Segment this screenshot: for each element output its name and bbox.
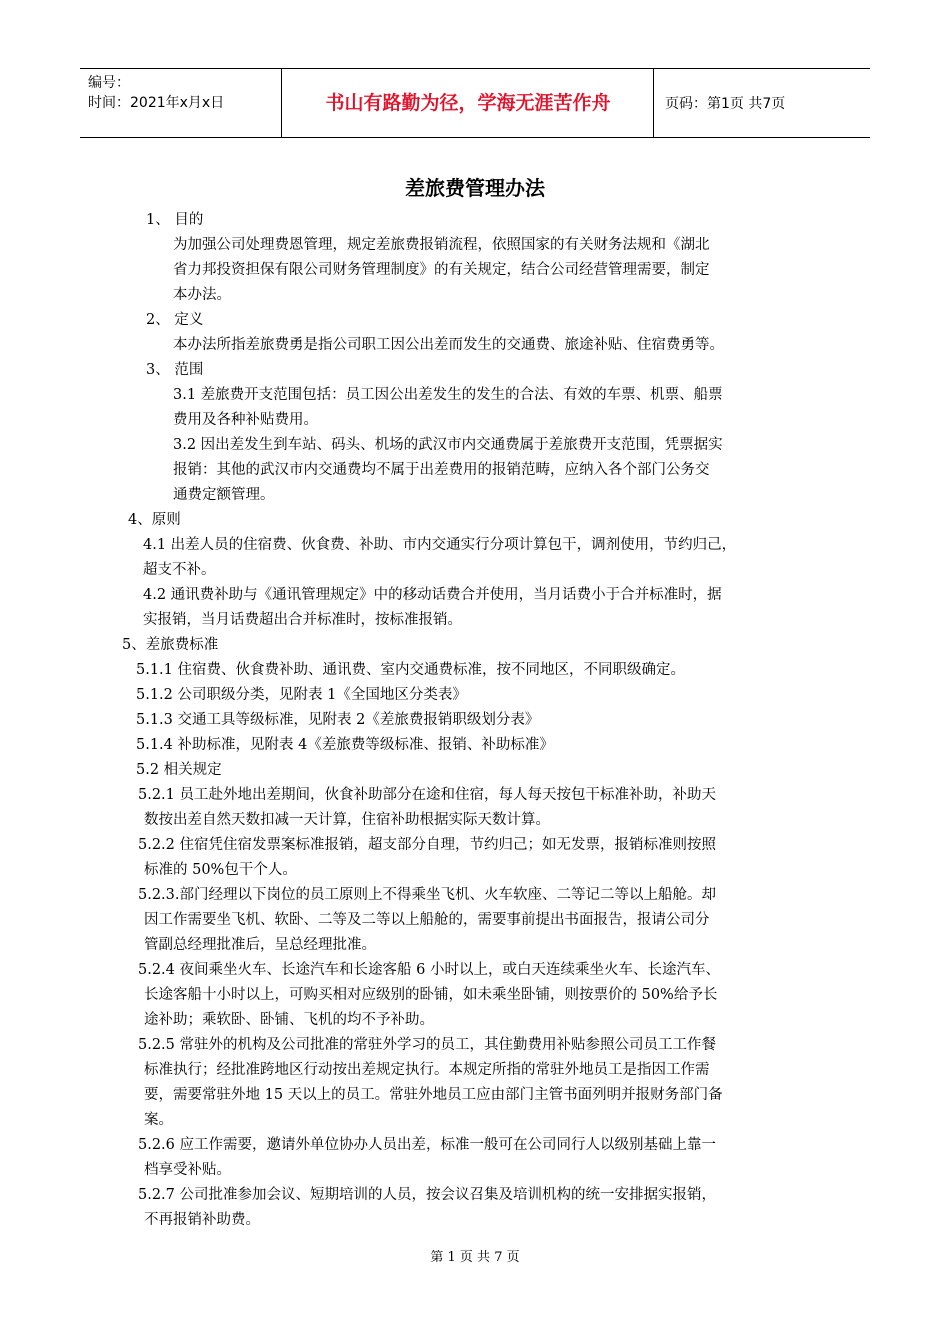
paragraph-line: 案。	[144, 1112, 173, 1128]
paragraph-line: 费用及各种补贴费用。	[173, 412, 318, 428]
paragraph-line: 5.2 相关规定	[136, 762, 222, 778]
document-title: 差旅费管理办法	[405, 176, 545, 200]
section-heading: 3、 范围	[146, 362, 204, 378]
paragraph-line: 通费定额管理。	[173, 487, 275, 503]
paragraph-line: 3.1 差旅费开支范围包括：员工因公出差发生的发生的合法、有效的车票、机票、船票	[173, 387, 723, 403]
paragraph-line: 本办法所指差旅费勇是指公司职工因公出差而发生的交通费、旅途补贴、住宿费勇等。	[173, 337, 724, 353]
header-divider-right	[653, 69, 654, 137]
document-code: 编号：	[88, 75, 130, 91]
paragraph-line: 5.2.6 应工作需要，邀请外单位协办人员出差，标准一般可在公司同行人以级别基础上靠一	[138, 1137, 716, 1153]
section-heading: 2、 定义	[146, 312, 204, 328]
paragraph-line: 5.2.2 住宿凭住宿发票案标准报销，超支部分自理，节约归己；如无发票，报销标准则按照	[138, 837, 716, 853]
paragraph-line: 因工作需要坐飞机、软卧、二等及二等以上船舱的，需要事前提出书面报告，报请公司分	[144, 912, 710, 928]
paragraph-line: 省力邦投资担保有限公司财务管理制度》的有关规定，结合公司经营管理需要，制定	[173, 262, 710, 278]
header-divider-left	[281, 69, 282, 137]
header-page-info: 页码：第1页 共7页	[665, 96, 786, 112]
paragraph-line: 档享受补贴。	[144, 1162, 231, 1178]
paragraph-line: 5.2.7 公司批准参加会议、短期培训的人员，按会议召集及培训机构的统一安排据实报销，	[138, 1187, 716, 1203]
paragraph-line: 5.1.1 住宿费、伙食费补助、通讯费、室内交通费标准，按不同地区，不同职级确定。	[136, 662, 686, 678]
paragraph-line: 5.1.3 交通工具等级标准，见附表 2《差旅费报销职级划分表》	[136, 712, 540, 728]
page-footer: 第 1 页 共 7 页	[430, 1250, 520, 1265]
paragraph-line: 超支不补。	[143, 562, 216, 578]
paragraph-line: 5.2.3.部门经理以下岗位的员工原则上不得乘坐飞机、火车软座、二等记二等以上船舱。却	[138, 887, 716, 903]
paragraph-line: 要，需要常驻外地 15 天以上的员工。常驻外地员工应由部门主管书面列明并报财务部门备	[144, 1087, 723, 1103]
paragraph-line: 4.2 通讯费补助与《通讯管理规定》中的移动话费合并使用，当月话费小于合并标准时，据	[143, 587, 722, 603]
paragraph-line: 3.2 因出差发生到车站、码头、机场的武汉市内交通费属于差旅费开支范围，凭票据实	[173, 437, 723, 453]
paragraph-line: 本办法。	[173, 287, 231, 303]
paragraph-line: 5.2.5 常驻外的机构及公司批准的常驻外学习的员工，其住勤费用补贴参照公司员工工作餐	[138, 1037, 716, 1053]
paragraph-line: 为加强公司处理费恩管理，规定差旅费报销流程，依照国家的有关财务法规和《湖北	[173, 237, 710, 253]
paragraph-line: 4.1 出差人员的住宿费、伙食费、补助、市内交通实行分项计算包干，调剂使用，节约归己，	[143, 537, 737, 553]
paragraph-line: 长途客船十小时以上，可购买相对应级别的卧铺，如未乘坐卧铺，则按票价的 50%给予长	[144, 987, 718, 1003]
paragraph-line: 标准执行；经批准跨地区行动按出差规定执行。本规定所指的常驻外地员工是指因工作需	[144, 1062, 710, 1078]
paragraph-line: 5.1.4 补助标准，见附表 4《差旅费等级标准、报销、补助标准》	[136, 737, 554, 753]
paragraph-line: 管副总经理批准后，呈总经理批准。	[144, 937, 376, 953]
paragraph-line: 报销：其他的武汉市内交通费均不属于出差费用的报销范畴，应纳入各个部门公务交	[173, 462, 710, 478]
document-date: 时间：2021年x月x日	[88, 95, 225, 111]
header-motto: 书山有路勤为径，学海无涯苦作舟	[325, 92, 611, 114]
paragraph-line: 途补助；乘软卧、卧铺、飞机的均不予补助。	[144, 1012, 434, 1028]
section-heading: 4、原则	[128, 512, 181, 528]
paragraph-line: 数按出差自然天数扣减一天计算，住宿补助根据实际天数计算。	[144, 812, 550, 828]
paragraph-line: 5.2.4 夜间乘坐火车、长途汽车和长途客船 6 小时以上，或白天连续乘坐火车、长途汽车、	[138, 962, 720, 978]
paragraph-line: 实报销，当月话费超出合并标准时，按标准报销。	[143, 612, 462, 628]
paragraph-line: 5.2.1 员工赴外地出差期间，伙食补助部分在途和住宿，每人每天按包干标准补助，补助天	[138, 787, 716, 803]
paragraph-line: 5.1.2 公司职级分类，见附表 1《全国地区分类表》	[136, 687, 467, 703]
header-meta	[88, 73, 283, 113]
section-heading: 1、 目的	[146, 212, 204, 228]
document-header	[80, 68, 870, 138]
section-heading: 5、差旅费标准	[122, 637, 219, 653]
paragraph-line: 不再报销补助费。	[144, 1212, 260, 1228]
paragraph-line: 标准的 50%包干个人。	[144, 862, 297, 878]
